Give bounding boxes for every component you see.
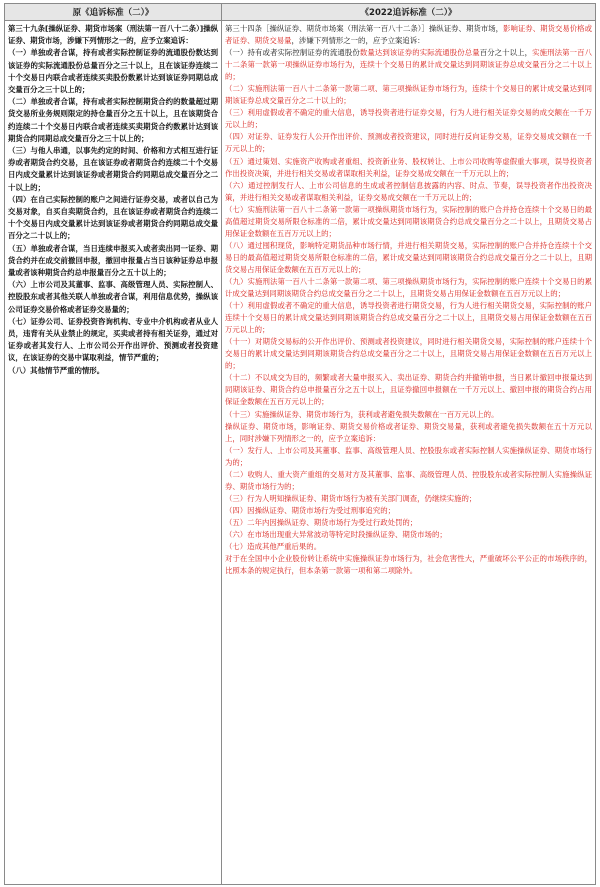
new-item: （四）对证券、证券发行人公开作出评价、预测或者投资建议，同时进行反向证券交易，证券交易成交额在一千万元以上的； <box>225 132 592 154</box>
second-paragraph: 操纵证券、期货市场，影响证券、期货交易价格或者证券、期货交易量，获利或者避免损失数额在五十万元以上，同时涉嫌下列情形之一的，应予立案追诉： <box>225 421 592 443</box>
new-item: （十二）不以成交为目的，频繁或者大量申报买入、卖出证券、期货合约并撤销申报，当日累计撤回申报量达到同期该证券、期货合约总申报量百分之五十以上，且证券撤回申报额在一千万元以上、撤回申报的期货合约占用保证金数额在五百万元以上的； <box>225 373 592 407</box>
new-sub-item: （七）造成其他严重后果的。 <box>225 542 322 552</box>
new-item: （十一）对期货交易标的公开作出评价、预测或者投资建议，同时进行相关期货交易，实际控制的账户连续十个交易日的累计成交量达到同期该期货合约总成交量百分之二十以上，且期货交易占用保证金数额在五百万元以上的； <box>225 337 592 371</box>
old-item: （一）单独或者合谋，持有或者实际控制证券的流通股份数达到该证券的实际流通股份总量百分之三十以上，且在该证券连续二十个交易日内联合或者连续买卖股份数累计达到该证券同期总成交量百分之三十以上的； <box>8 48 218 95</box>
new-sub-item: （四）因操纵证券、期货市场行为受过刑事追究的； <box>225 505 395 515</box>
comparison-table <box>4 3 596 885</box>
item-1-text: （一）持有或者实际控制证券的流通股份 <box>225 48 360 58</box>
new-sub-item: （一）发行人、上市公司及其董事、监事、高级管理人员、控股股东或者实际控制人实施操纵证券、期货市场行为的； <box>225 445 592 467</box>
old-article-intro: 第三十九条[操纵证券、期货市场案（刑法第一百八十二条）]操纵证券、期货市场，涉嫌下列情形之一的，应予立案追诉： <box>8 24 218 46</box>
new-item-1 <box>225 47 592 83</box>
new-item: （七）实施刑法第一百八十二条第一款第一项操纵期货市场行为，实际控制的账户合并持仓连续十个交易日的最高值超过期货交易所限仓标准的二倍，累计成交量达到同期该期货合约总成交量百分之二十以上，且期货交易占用保证金数额在五百万元以上的； <box>225 204 592 238</box>
old-item: （六）上市公司及其董事、监事、高级管理人员、实际控制人、控股股东或者其他关联人单独或者合谋，利用信息优势，操纵该公司证券交易价格或者证券交易量的； <box>8 280 218 314</box>
content-row <box>5 21 596 885</box>
new-sub-item: （六）在市场出现重大异常波动等特定时段操纵证券、期货市场的； <box>225 529 447 539</box>
item-1-text-2: 百分之十以上， <box>479 48 533 58</box>
new-article-intro <box>225 23 592 47</box>
final-paragraph: 对于在全国中小企业股份转让系统中实施操纵证券市场行为，社会危害性大，严重破坏公平公正的市场秩序的，比照本条的规定执行，但本条第一款第一项和第二项除外。 <box>225 554 592 576</box>
intro-amended-text: 影响证券、期货交易价格或者证券、期货交易量 <box>225 24 592 46</box>
old-item: （四）在自己实际控制的账户之间进行证券交易，或者以自己为交易对象，自买自卖期货合约，且在该证券或者期货合约连续二十个交易日内成交量累计达到该证券或者期货合约同期总成交量百分之二十以上的； <box>8 194 218 241</box>
intro-text: 第三十四条［操纵证券、期货市场案（刑法第一百八十二条）］操纵证券、期货市场， <box>225 24 504 33</box>
new-item: （六）通过控制发行人、上市公司信息的生成或者控制信息披露的内容、时点、节奏，误导投资者作出投资决策，并进行相关交易或者谋取相关利益，证券交易成交额在一千万元以上的； <box>225 180 592 202</box>
header-old-standard: 原《追诉标准（二）》 <box>5 4 222 21</box>
new-item: （八）通过囤积现货，影响特定期货品种市场行情，并进行相关期货交易，实际控制的账户合并持仓连续十个交易日的最高值超过期货交易所限仓标准的二倍，累计成交量达到同期该期货合约总成交量百分之二十以上，且期货交易占用保证金数额在五百万元以上的； <box>225 240 592 274</box>
intro-text-end: ，涉嫌下列情形之一的，应予立案追诉： <box>291 36 425 46</box>
header-2022-standard: 《2022追诉标准（二）》 <box>222 4 596 21</box>
item-1-amended: 数量达到该证券的实际流通股份总量 <box>359 48 480 58</box>
new-sub-item: （二）收购人、重大资产重组的交易对方及其董事、监事、高级管理人员、控股股东或者实际控制人实施操纵证券、期货市场行为的； <box>225 469 592 491</box>
old-item: （三）与他人串通，以事先约定的时间、价格和方式相互进行证券或者期货合约交易，且在该证券或者期货合约连续二十个交易日内成交量累计达到该证券或者期货合约同期总成交量百分之二十以上的； <box>8 146 218 192</box>
old-standard-column <box>5 21 222 885</box>
old-item: （七）证券公司、证券投资咨询机构、专业中介机构或者从业人员，违背有关从业禁止的规定，买卖或者持有相关证券，通过对证券或者其发行人、上市公司公开作出评价、预测或者投资建议，在该证券的交易中谋取利益，情节严重的； <box>8 316 218 363</box>
new-item: （五）通过策划、实施资产收购或者重组、投资新业务、股权转让、上市公司收购等虚假重大事项，误导投资者作出投资决策，并进行相关交易或者谋取相关利益，证券交易成交额在一千万元以上的； <box>225 156 592 178</box>
new-standard-column <box>222 21 596 885</box>
header-row <box>5 4 596 21</box>
item-1-amended-2: 实施刑法第一百八十二条第一款第一项操纵证券市场行为，连续十个交易日的累计成交量达到同期该证券总成交量百分之二十以上的； <box>225 48 592 82</box>
new-item: （十）利用虚假或者不确定的重大信息，诱导投资者进行期货交易，行为人进行相关期货交易，实际控制的账户连续十个交易日的累计成交量达到同期该期货合约总成交量百分之二十以上，且期货交易占用保证金数额在五百万元以上的； <box>225 301 592 335</box>
new-sub-item: （三）行为人明知操纵证券、期货市场行为被有关部门调查，仍继续实施的； <box>225 493 477 503</box>
new-item: （九）实施刑法第一百八十二条第一款第二项、第三项操纵期货市场行为，实际控制的账户连续十个交易日的累计成交量达到同期该期货合约总成交量百分之二十以上，且期货交易占用保证金数额在五百万元以上的； <box>225 276 592 299</box>
old-item: （五）单独或者合谋，当日连续申报买入或者卖出同一证券、期货合约并在成交前撤回申报，撤回申报量占当日该种证券总申报量或者该种期货合约总申报量百分之五十以上的； <box>8 243 218 278</box>
new-item: （三）利用虚假或者不确定的重大信息，诱导投资者进行证券交易，行为人进行相关证券交易的成交额在一千万元以上的； <box>225 108 592 130</box>
new-sub-item: （五）二年内因操纵证券、期货市场行为受过行政处罚的； <box>225 517 418 527</box>
new-item: （十三）实施操纵证券、期货市场行为，获利或者避免损失数额在一百万元以上的。 <box>225 409 499 419</box>
old-item: （二）单独或者合谋，持有或者实际控制期货合约的数量超过期货交易所业务规则限定的持仓量百分之五十以上，且在该期货合约连续二十个交易日内联合或者连续买卖期货合约数累计达到该期货合约同期总成交量百分之三十以上的； <box>8 97 218 143</box>
old-item: （八）其他情节严重的情形。 <box>8 365 105 375</box>
new-item: （二）实施刑法第一百八十二条第一款第二项、第三项操纵证券市场行为，连续十个交易日的累计成交量达到同期该证券总成交量百分之二十以上的； <box>225 84 592 106</box>
